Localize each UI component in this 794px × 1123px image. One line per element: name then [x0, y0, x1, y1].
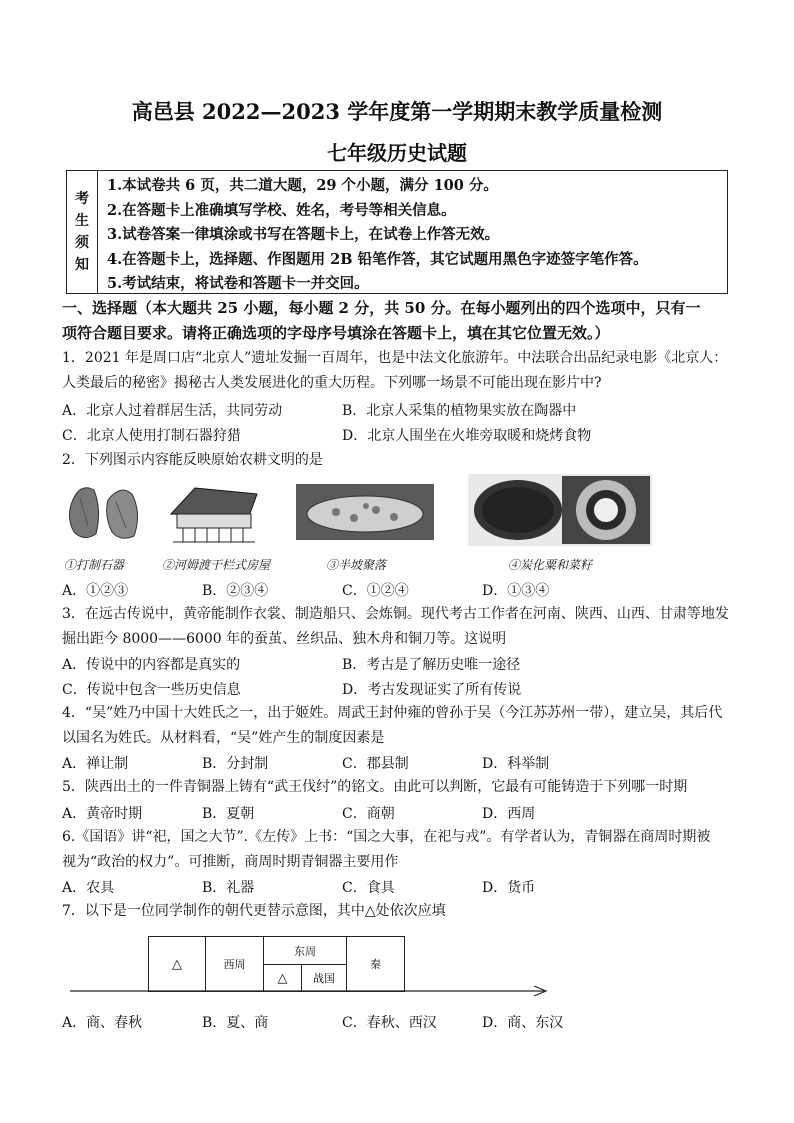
q2-option-c: C．①②④: [342, 583, 409, 599]
q1-option-b: B．北京人采集的植物果实放在陶器中: [342, 403, 577, 419]
q5-option-a: A．黄帝时期: [62, 806, 143, 822]
q7-option-d: D．商、东汉: [482, 1015, 564, 1031]
q2-option-b: B．②③④: [202, 583, 269, 599]
notice-line: 2.在答题卡上准确填写学校、姓名，考号等相关信息。: [107, 201, 456, 219]
q7-option-a: A．商、春秋: [62, 1015, 143, 1031]
timeline-cell-blank-1: △: [148, 936, 206, 992]
candidate-notice-box: [66, 170, 728, 294]
q2-caption-3: ③半坡聚落: [326, 558, 387, 572]
q1-option-a: A．北京人过着群居生活，共同劳动: [62, 403, 283, 419]
q1-stem-line1: 1．2021 年是周口店“北京人”遗址发掘一百周年，也是中法文化旅游年。中法联合出品纪录电影《北京人：: [62, 350, 728, 366]
banpo-settlement-image: [296, 484, 434, 540]
q6-stem-line2: 视为“政治的权力”。可推断，商周时期青铜器主要用作: [62, 854, 399, 870]
section-heading-line2: 项符合题目要求。请将正确选项的字母序号填涂在答题卡上，填在其它位置无效。）: [62, 324, 610, 342]
q3-stem-line1: 3．在远古传说中，黄帝能制作衣裳、制造船只、会炼铜。现代考古工作者在河南、陕西、山西、甘肃等地发: [62, 606, 729, 622]
q5-stem: 5．陕西出土的一件青铜器上铸有“武王伐纣”的铭文。由此可以判断，它最有可能铸造于下列哪一时期: [62, 779, 688, 795]
q4-option-a: A．禅让制: [62, 756, 129, 772]
stone-tools-image: [62, 480, 146, 546]
notice-line: 1.本试卷共 6 页，共二道大题，29 个小题，满分 100 分。: [107, 177, 498, 194]
stilt-house-image: [165, 484, 263, 546]
q7-stem: 7．以下是一位同学制作的朝代更替示意图，其中△处依次应填: [62, 903, 446, 919]
carbonized-grain-image: [468, 474, 652, 546]
notice-line: 5.考试结束，将试卷和答题卡一并交回。: [107, 275, 369, 292]
q2-caption-1: ①打制石器: [64, 558, 125, 572]
timeline-cell-zhanguo: 战国: [301, 964, 347, 992]
q4-option-b: B．分封制: [202, 756, 269, 772]
q3-option-a: A．传说中的内容都是真实的: [62, 657, 241, 673]
q3-option-d: D．考古发现证实了所有传说: [342, 682, 522, 698]
q3-option-c: C．传说中包含一些历史信息: [62, 682, 241, 698]
q7-option-c: C．春秋、西汉: [342, 1015, 437, 1031]
q1-option-c: C．北京人使用打制石器狩猎: [62, 428, 241, 444]
notice-side-char: 考: [75, 191, 89, 207]
notice-lines: [107, 174, 648, 297]
exam-subtitle: 七年级历史试题: [327, 141, 467, 165]
section-heading-line1: 一、选择题（本大题共 25 小题，每小题 2 分，共 50 分。在每小题列出的四个选项中，只有一: [62, 299, 701, 317]
q7-option-b: B．夏、商: [202, 1015, 269, 1031]
notice-line: 4.在答题卡上，选择题、作图题用 2B 铅笔作答，其它试题用黑色字迹签字笔作答。: [107, 250, 648, 268]
q2-option-d: D．①③④: [482, 583, 550, 599]
notice-side-label: [67, 171, 98, 293]
q3-stem-line2: 掘出距今 8000——6000 年的蚕茧、丝织品、独木舟和铜刀等。这说明: [62, 631, 507, 647]
q2-caption-2: ②河姆渡干栏式房屋: [162, 558, 271, 572]
q4-stem-line1: 4．“吴”姓乃中国十大姓氏之一，出于姬姓。周武王封仲雍的曾孙于吴（今江苏苏州一带），建立吴，其后代: [62, 705, 723, 721]
notice-side-char: 生: [75, 213, 89, 229]
timeline-cell-dongzhou: 东周: [263, 936, 347, 965]
notice-line: 3.试卷答案一律填涂或书写在答题卡上，在试卷上作答无效。: [107, 226, 500, 243]
q6-option-a: A．农具: [62, 880, 115, 896]
exam-title: 高邑县 2022—2023 学年度第一学期期末教学质量检测: [131, 99, 663, 124]
timeline-cell-blank-2: △: [263, 964, 302, 992]
q2-stem: 2．下列图示内容能反映原始农耕文明的是: [62, 452, 323, 468]
q2-caption-4: ④炭化粟和菜籽: [508, 558, 593, 572]
q6-option-b: B．礼器: [202, 880, 255, 896]
timeline-cell-xizhou: 西周: [205, 936, 264, 992]
q4-option-d: D．科举制: [482, 756, 550, 772]
q5-option-c: C．商朝: [342, 806, 395, 822]
q4-option-c: C．郡县制: [342, 756, 409, 772]
q1-stem-line2: 人类最后的秘密》揭秘古人类发展进化的重大历程。下列哪一场景不可能出现在影片中?: [62, 375, 602, 391]
q6-stem-line1: 6.《国语》讲“祀，国之大节”.《左传》上书：“国之大事，在祀与戎”。有学者认为，青铜器在商周时期被: [62, 829, 711, 845]
q6-option-c: C．食具: [342, 880, 395, 896]
timeline-arrow: [70, 984, 552, 998]
q5-option-d: D．西周: [482, 806, 536, 822]
notice-side-char: 须: [75, 235, 89, 251]
notice-side-char: 知: [75, 257, 89, 273]
q4-stem-line2: 以国名为姓氏。从材料看，“吴”姓产生的制度因素是: [62, 730, 385, 746]
q3-option-b: B．考古是了解历史唯一途径: [342, 657, 521, 673]
q1-option-d: D．北京人围坐在火堆旁取暖和烧烤食物: [342, 428, 592, 444]
q6-option-d: D．货币: [482, 880, 536, 896]
timeline-cell-qin: 秦: [346, 936, 405, 992]
q5-option-b: B．夏朝: [202, 806, 255, 822]
q2-option-a: A．①②③: [62, 583, 129, 599]
